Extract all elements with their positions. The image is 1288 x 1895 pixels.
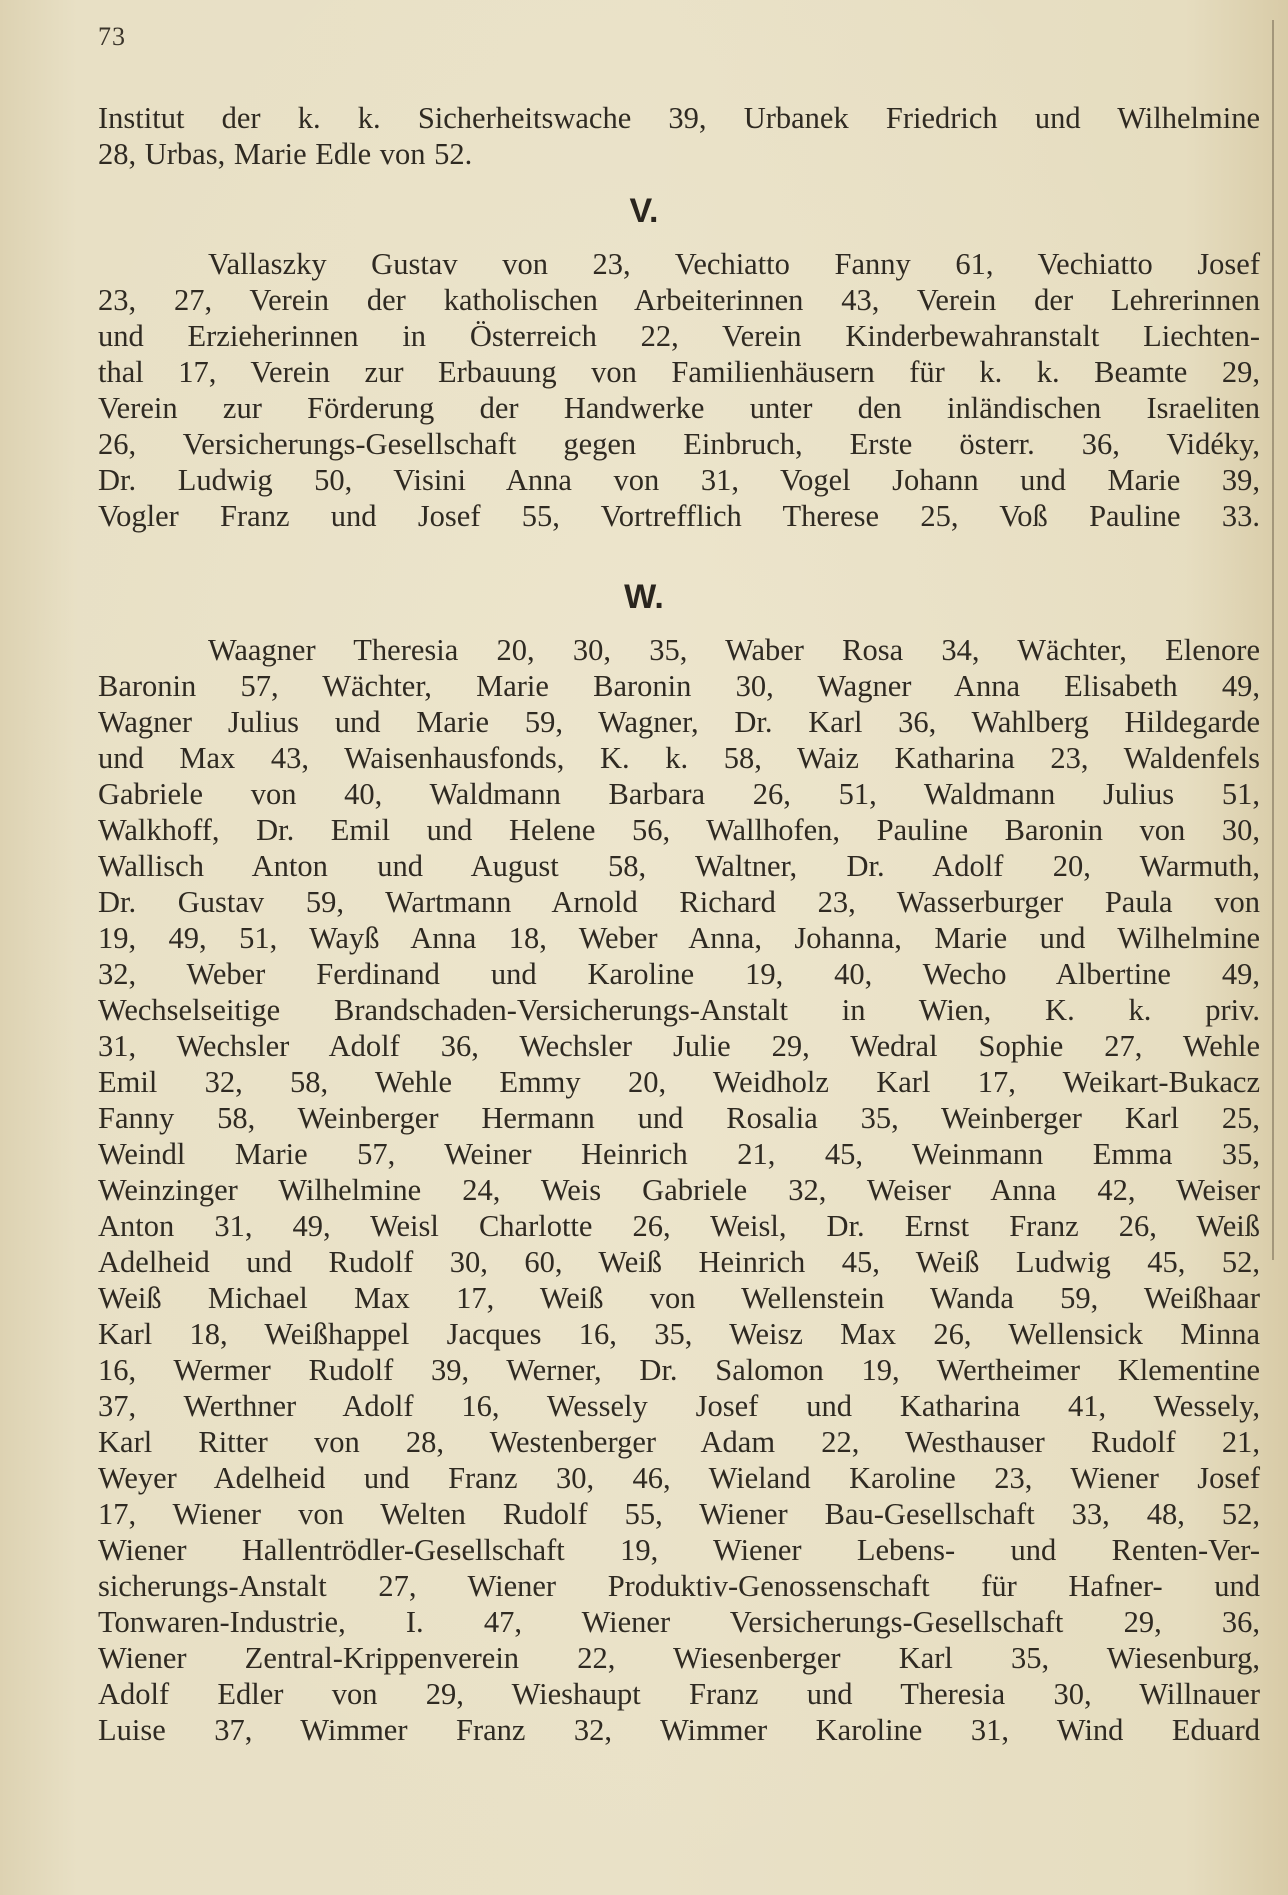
text-line: 28, Urbas, Marie Edle von 52. <box>98 137 473 171</box>
text-line: Wagner Julius und Marie 59, Wagner, Dr. Karl 36, Wahlberg Hildegarde <box>98 705 1260 739</box>
text-line: Fanny 58, Weinberger Hermann und Rosalia 35, Weinberger Karl 25, <box>98 1101 1260 1135</box>
text-line: Emil 32, 58, Wehle Emmy 20, Weidholz Karl 17, Weikart-Bukacz <box>98 1065 1260 1099</box>
text-line: Gabriele von 40, Waldmann Barbara 26, 51, Waldmann Julius 51, <box>98 777 1260 811</box>
text-line: Adolf Edler von 29, Wieshaupt Franz und Theresia 30, Willnauer <box>98 1677 1260 1711</box>
text-line: Waagner Theresia 20, 30, 35, Waber Rosa 34, Wächter, Elenore <box>208 633 1260 667</box>
text-line: Vallaszky Gustav von 23, Vechiatto Fanny 61, Vechiatto Josef <box>208 247 1260 281</box>
text-line: Institut der k. k. Sicherheitswache 39, Urbanek Friedrich und Wilhelmine <box>98 101 1260 135</box>
section-w-paragraph <box>98 632 1260 1748</box>
text-line: 26, Versicherungs-Gesellschaft gegen Einbruch, Erste österr. 36, Vidéky, <box>98 427 1260 461</box>
text-line: 37, Werthner Adolf 16, Wessely Josef und Katharina 41, Wessely, <box>98 1389 1260 1423</box>
text-line: Weindl Marie 57, Weiner Heinrich 21, 45, Weinmann Emma 35, <box>98 1137 1260 1171</box>
text-line: Dr. Ludwig 50, Visini Anna von 31, Vogel Johann und Marie 39, <box>98 463 1260 497</box>
text-line: 23, 27, Verein der katholischen Arbeiterinnen 43, Verein der Lehrerinnen <box>98 283 1260 317</box>
text-line: 19, 49, 51, Wayß Anna 18, Weber Anna, Johanna, Marie und Wilhelmine <box>98 921 1260 955</box>
section-heading-v: V. <box>629 192 659 230</box>
text-line: Luise 37, Wimmer Franz 32, Wimmer Karoline 31, Wind Eduard <box>98 1713 1260 1747</box>
section-v-paragraph <box>98 246 1260 534</box>
text-line: und Erzieherinnen in Österreich 22, Verein Kinderbewahranstalt Liechten- <box>98 319 1260 353</box>
text-line: sicherungs-Anstalt 27, Wiener Produktiv-Genossenschaft für Hafner- und <box>98 1569 1260 1603</box>
text-line: 31, Wechsler Adolf 36, Wechsler Julie 29, Wedral Sophie 27, Wehle <box>98 1029 1260 1063</box>
text-line: Wiener Zentral-Krippenverein 22, Wiesenberger Karl 35, Wiesenburg, <box>98 1641 1260 1675</box>
text-line: Wechselseitige Brandschaden-Versicherungs-Anstalt in Wien, K. k. priv. <box>98 993 1260 1027</box>
text-line: Wiener Hallentrödler-Gesellschaft 19, Wiener Lebens- und Renten-Ver- <box>98 1533 1260 1567</box>
text-line: und Max 43, Waisenhausfonds, K. k. 58, Waiz Katharina 23, Waldenfels <box>98 741 1260 775</box>
text-line: thal 17, Verein zur Erbauung von Familienhäusern für k. k. Beamte 29, <box>98 355 1260 389</box>
text-line: Verein zur Förderung der Handwerke unter den inländischen Israeliten <box>98 391 1260 425</box>
text-line: Adelheid und Rudolf 30, 60, Weiß Heinrich 45, Weiß Ludwig 45, 52, <box>98 1245 1260 1279</box>
text-line: Weinzinger Wilhelmine 24, Weis Gabriele 32, Weiser Anna 42, Weiser <box>98 1173 1260 1207</box>
text-line: Karl 18, Weißhappel Jacques 16, 35, Weisz Max 26, Wellensick Minna <box>98 1317 1260 1351</box>
text-line: Anton 31, 49, Weisl Charlotte 26, Weisl, Dr. Ernst Franz 26, Weiß <box>98 1209 1260 1243</box>
text-line: Weiß Michael Max 17, Weiß von Wellenstein Wanda 59, Weißhaar <box>98 1281 1260 1315</box>
text-line: Weyer Adelheid und Franz 30, 46, Wieland Karoline 23, Wiener Josef <box>98 1461 1260 1495</box>
text-line: 16, Wermer Rudolf 39, Werner, Dr. Salomon 19, Wertheimer Klementine <box>98 1353 1260 1387</box>
text-line: Wallisch Anton und August 58, Waltner, Dr. Adolf 20, Warmuth, <box>98 849 1260 883</box>
text-line: Dr. Gustav 59, Wartmann Arnold Richard 23, Wasserburger Paula von <box>98 885 1260 919</box>
text-line: Vogler Franz und Josef 55, Vortrefflich Therese 25, Voß Pauline 33. <box>98 499 1260 533</box>
text-line: Karl Ritter von 28, Westenberger Adam 22, Westhauser Rudolf 21, <box>98 1425 1260 1459</box>
text-line: 17, Wiener von Welten Rudolf 55, Wiener Bau-Gesellschaft 33, 48, 52, <box>98 1497 1260 1531</box>
text-line: Walkhoff, Dr. Emil und Helene 56, Wallhofen, Pauline Baronin von 30, <box>98 813 1260 847</box>
intro-paragraph <box>98 100 1260 172</box>
text-line: 32, Weber Ferdinand und Karoline 19, 40, Wecho Albertine 49, <box>98 957 1260 991</box>
text-line: Baronin 57, Wächter, Marie Baronin 30, Wagner Anna Elisabeth 49, <box>98 669 1260 703</box>
section-heading-w: W. <box>624 578 664 616</box>
text-line: Tonwaren-Industrie, I. 47, Wiener Versicherungs-Gesellschaft 29, 36, <box>98 1605 1260 1639</box>
page-number: 73 <box>98 22 126 51</box>
